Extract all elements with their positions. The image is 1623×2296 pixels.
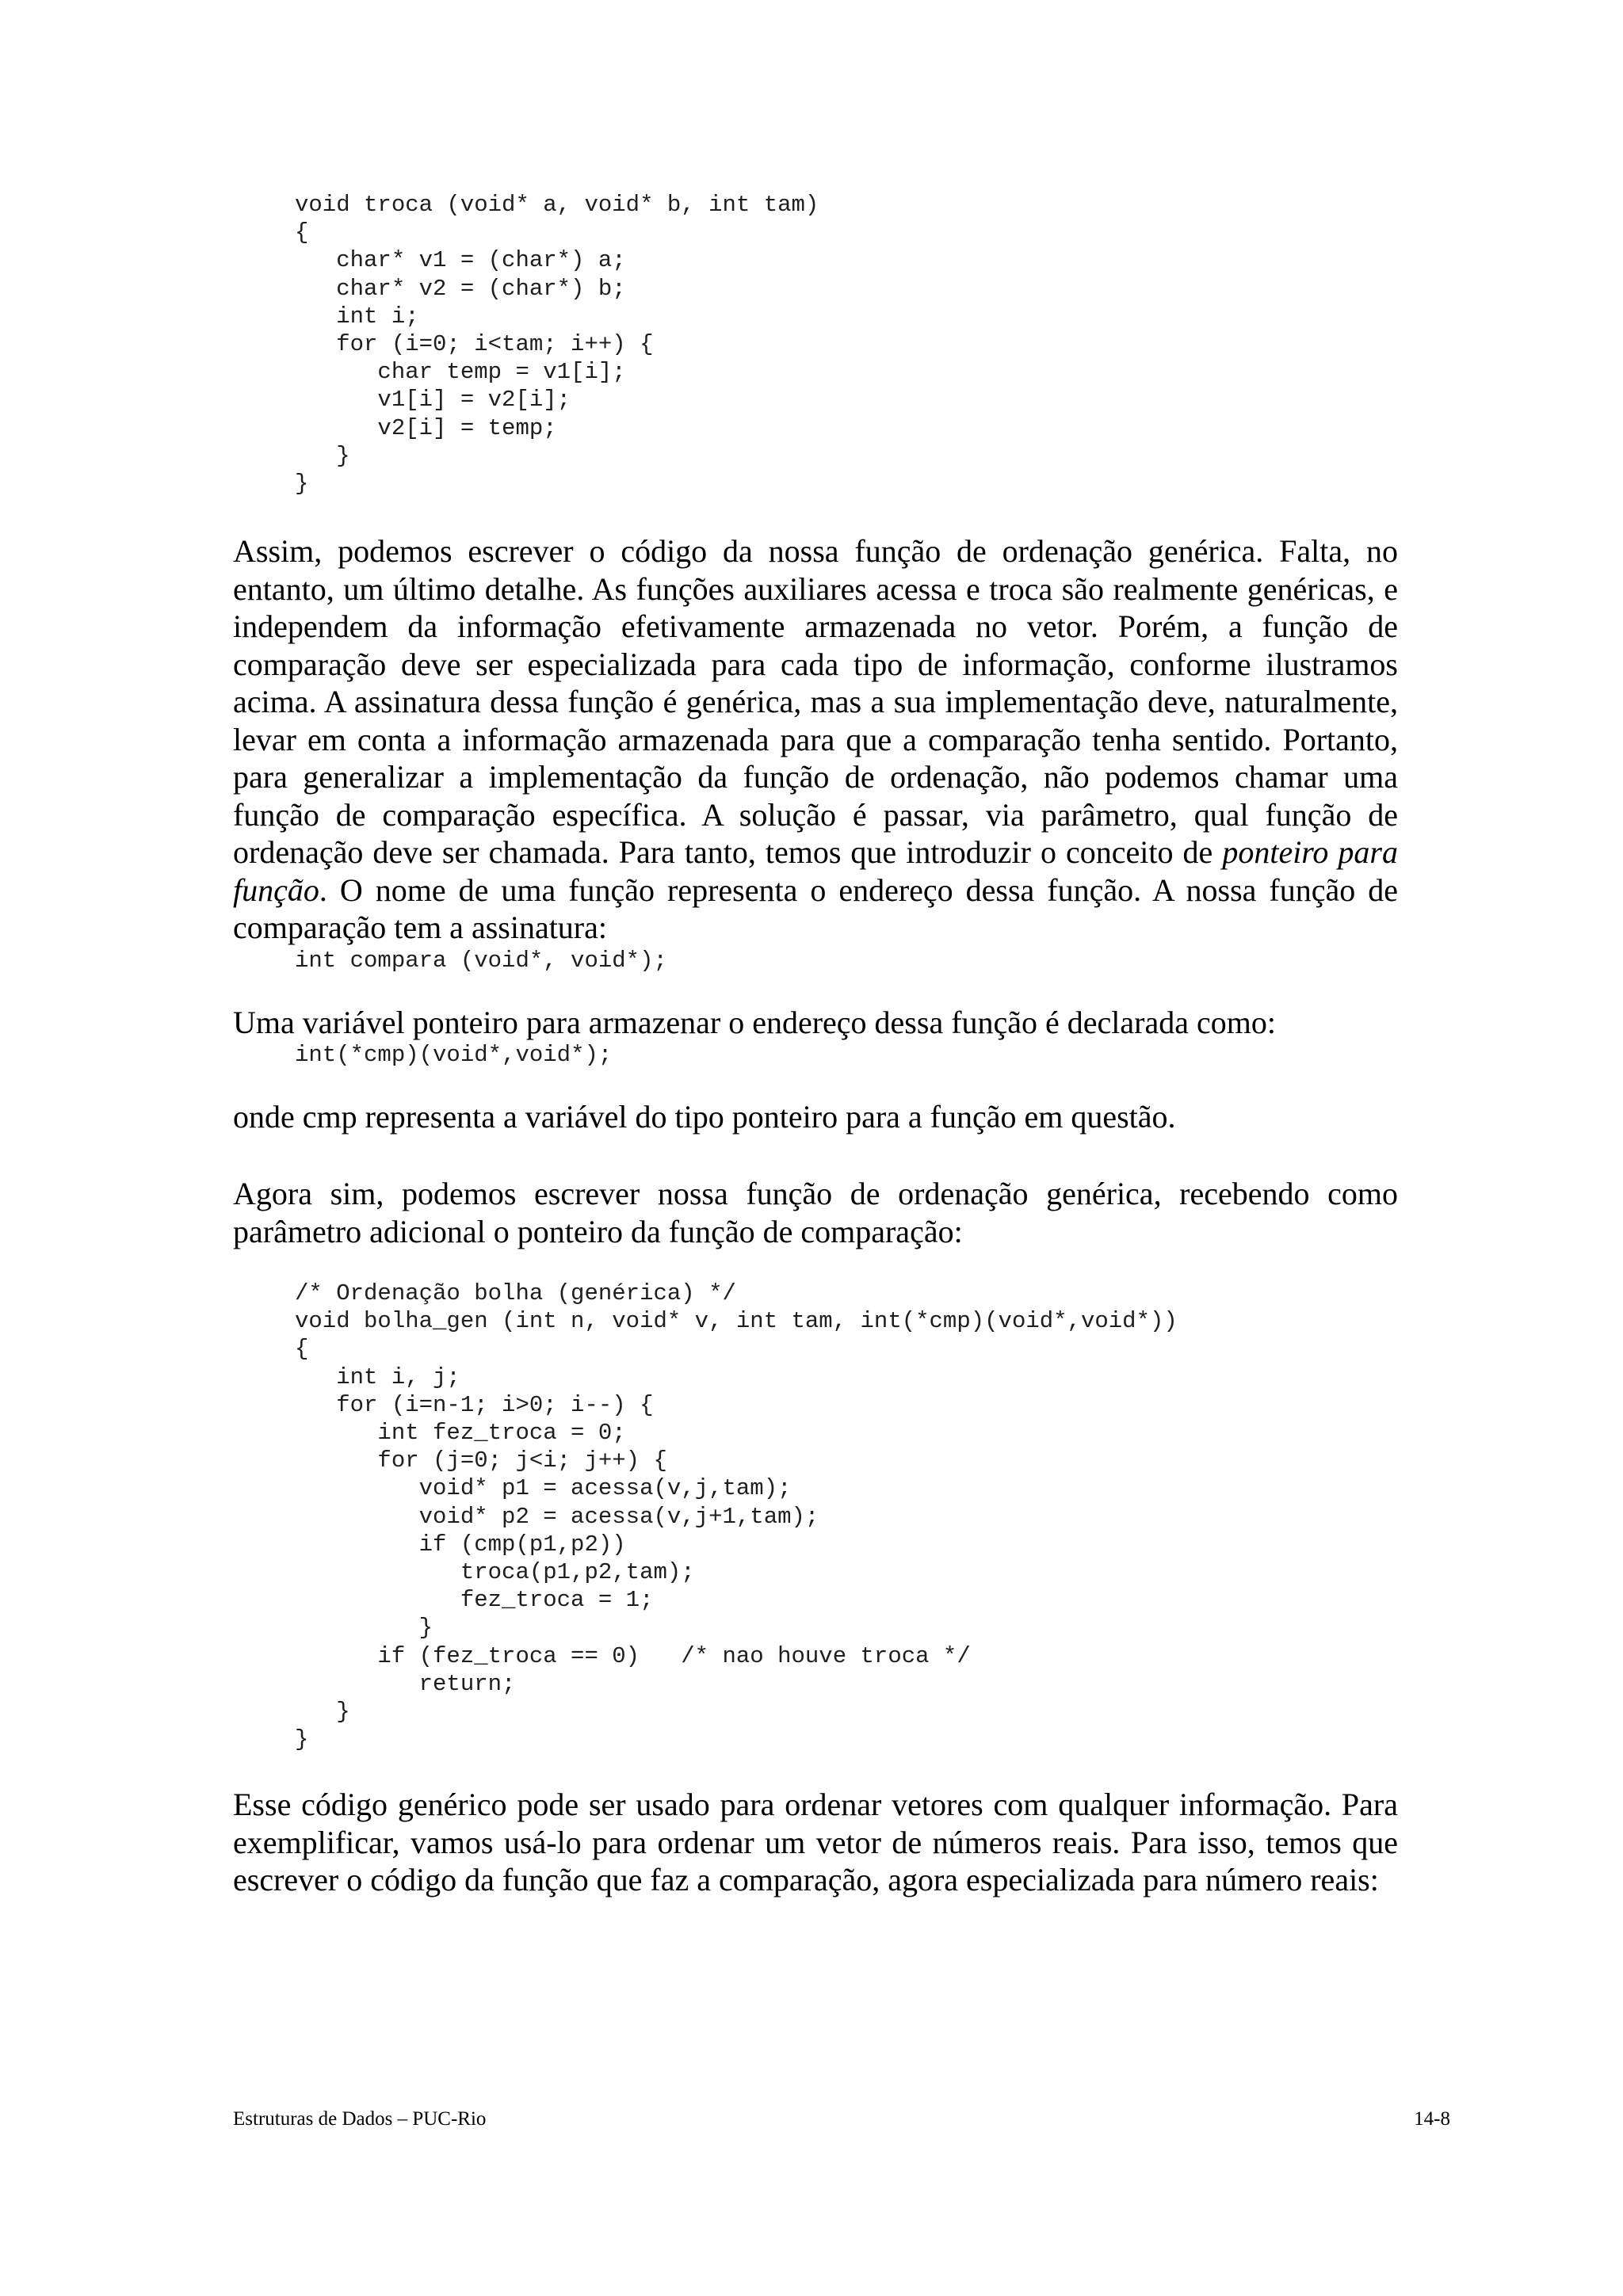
code-block-troca: void troca (void* a, void* b, int tam) { char* v1 = (char*) a; char* v2 = (char*) b; int i; for (i=0; i<tam; i++) { char temp = v1[i]; v1[i] = v2[i]; v2[i] = temp; } }: [295, 192, 819, 498]
footer-title: Estruturas de Dados – PUC-Rio: [233, 2108, 487, 2130]
paragraph-generic-sort-intro: Agora sim, podemos escrever nossa função de ordenação genérica, recebendo como parâmetro adicional o ponteiro da função de comparação:: [233, 1176, 1398, 1249]
italic-term: ponteiro para função: [233, 834, 1398, 908]
paragraph-text-start: Assim, podemos escrever o código da nossa função de ordenação genérica. Falta, no entanto, um último detalhe. As funções auxiliares acessa e troca são realmente genéricas, e independem da informação efetivamente armazenada no vetor. Porém, a função de comparação deve ser especializada para cada tipo de informação, conforme ilustramos acima. A assinatura dessa função é genérica, mas a sua implementação deve, naturalmente, levar em conta a informação armazenada para que a comparação tenha sentido. Portanto, para generalizar a implementação da função de ordenação, não podemos chamar uma função de comparação específica. A solução é passar, via parâmetro, qual função de ordenação deve ser chamada. Para tanto, temos que introduzir o conceito de: [233, 533, 1398, 870]
paragraph-pointer-to-function: [233, 532, 1398, 947]
code-cmp-declaration: int(*cmp)(void*,void*);: [295, 1042, 613, 1068]
paragraph-cmp-explanation: [233, 1098, 1176, 1136]
footer-page-number: 14-8: [1414, 2108, 1450, 2130]
inline-code-cmp: cmp: [302, 1099, 357, 1135]
code-block-bolha-gen: /* Ordenação bolha (genérica) */ void bolha_gen (int n, void* v, int tam, int(*cmp)(void*,void*)) { int i, j; for (i=n-1; i>0; i--) { int fez_troca = 0; for (j=0; j<i; j++) { void* p1 = acessa(v,j,tam); void* p2 = acessa(v,j+1,tam); if (cmp(p1,p2)) troca(p1,p2,tam); fez_troca = 1; } if (fez_troca == 0) /* nao houve troca */ return; } }: [295, 1280, 1178, 1753]
code-compara-signature: int compara (void*, void*);: [295, 948, 667, 974]
paragraph-cmp-before: onde: [233, 1099, 303, 1135]
paragraph-generic-usage: Esse código genérico pode ser usado para ordenar vetores com qualquer informação. Para exemplificar, vamos usá-lo para ordenar um vetor de números reais. Para isso, temos que escrever o código da função que faz a comparação, agora especializada para número reais:: [233, 1787, 1398, 1897]
paragraph-text-end: . O nome de uma função representa o endereço dessa função. A nossa função de comparação tem a assinatura:: [233, 871, 1398, 945]
paragraph-cmp-after: representa a variável do tipo ponteiro para a função em questão.: [357, 1099, 1176, 1135]
paragraph-variable-declaration: Uma variável ponteiro para armazenar o endereço dessa função é declarada como:: [233, 1005, 1276, 1040]
